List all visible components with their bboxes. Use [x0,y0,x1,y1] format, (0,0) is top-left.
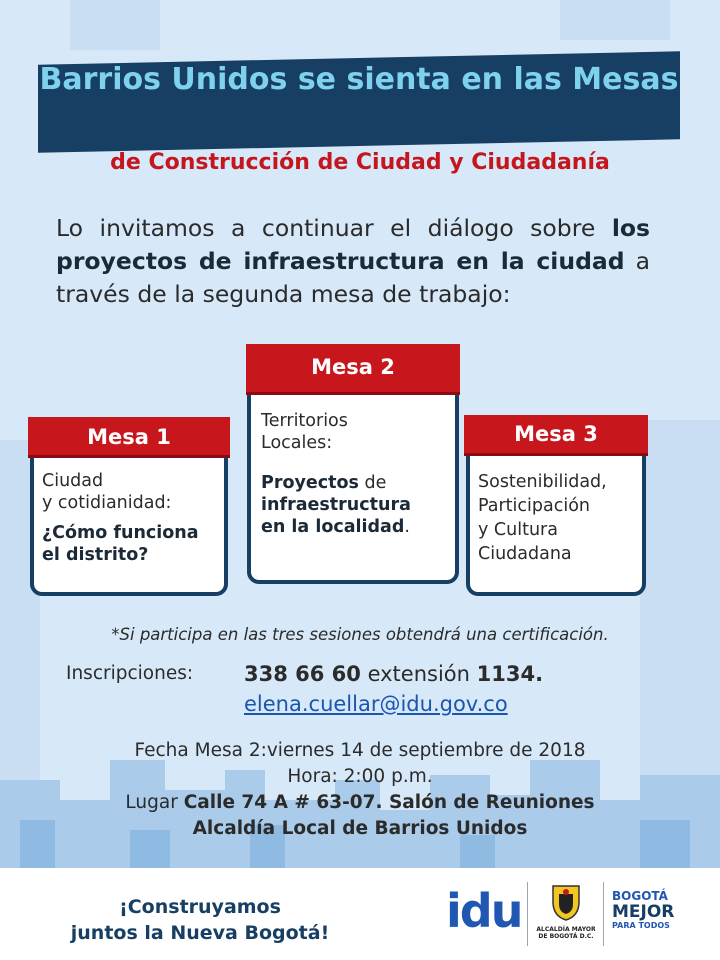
page-title: Barrios Unidos se sienta en las Mesas [39,62,679,97]
mesa-1-line: y cotidianidad: [42,493,172,513]
intro-bold: los proyectos de infraestructura en la ciudad [56,214,650,275]
page-subtitle: de Construcción de Ciudad y Ciudadanía [110,150,610,175]
mesa-1-bold: ¿Cómo funciona [42,523,199,543]
intro-text: Lo invitamos a continuar el diálogo sobre [56,214,612,242]
mejor-text: MEJOR [612,902,675,922]
certification-note: *Si participa en las tres sesiones obtendrá una certificación. [111,625,609,644]
mesa-3-card [466,428,646,596]
phone-line [244,662,543,686]
intro-paragraph [56,212,650,311]
para-todos-text: PARA TODOS [612,921,670,930]
mesa-1-line: Ciudad [42,471,104,491]
mesa-3-line: Sostenibilidad, [478,472,607,492]
inscripciones-label: Inscripciones: [66,663,194,684]
alcaldia-text: DE BOGOTÁ D.C. [538,933,594,940]
mesa-2-bold: Proyectos [261,473,359,493]
intro-text-end: a través de la segunda mesa de trabajo: [56,247,650,308]
bogota-text: BOGOTÁ [612,889,668,903]
extension-number: 1134. [476,662,544,686]
slogan-line: juntos la Nueva Bogotá! [70,922,330,944]
mesa-2-header: Mesa 2 [246,344,460,392]
phone-number: 338 66 60 [244,662,361,686]
mesa-2-text: . [404,517,410,537]
place-label: Lugar [125,792,184,813]
mesa-1-header: Mesa 1 [28,417,230,455]
footer-slogan [50,894,350,946]
event-date: Fecha Mesa 2:viernes 14 de septiembre de 2018 [134,740,586,761]
place-address: Calle 74 A # 63-07. Salón de Reuniones [183,792,595,813]
mesa-3-line: y Cultura [478,520,558,540]
mesa-3-line: Ciudadana [478,544,572,564]
event-place [0,792,720,813]
alcaldia-text: ALCALDÍA MAYOR [536,926,596,933]
mesa-2-bold: en la localidad [261,517,405,537]
event-place-2: Alcaldía Local de Barrios Unidos [192,818,528,839]
mesa-2-bold: infraestructura [261,495,411,515]
mesa-2-card [247,360,459,584]
email-link[interactable]: elena.cuellar@idu.gov.co [244,692,508,716]
mesa-2-line: Territorios [261,411,348,431]
coat-of-arms-icon [549,882,583,922]
alcaldia-logo [536,882,596,940]
mesa-2-text: de [358,473,387,493]
bogota-mejor-logo [612,890,692,930]
mesa-1-bold: el distrito? [42,545,149,565]
idu-logo: idu [446,884,522,938]
footer [0,868,720,960]
mesa-2-line: Locales: [261,433,333,453]
mesa-3-header: Mesa 3 [464,415,648,453]
extension-label: extensión [360,662,477,686]
slogan-line: ¡Construyamos [119,896,281,918]
mesa-3-line: Participación [478,496,591,516]
event-time: Hora: 2:00 p.m. [287,766,433,787]
